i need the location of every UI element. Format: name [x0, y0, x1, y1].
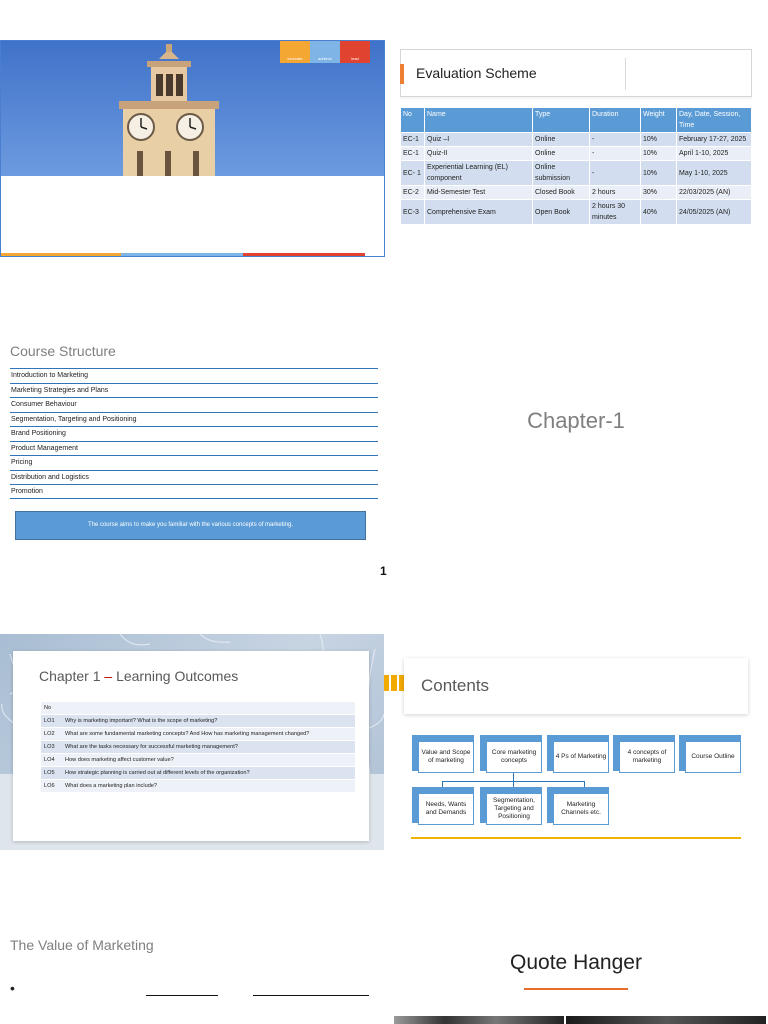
- tab-lead: lead: [340, 41, 370, 63]
- evaluation-table: [400, 107, 752, 225]
- course-aim-banner: The course aims to make you familiar with the various concepts of marketing.: [15, 511, 366, 540]
- connector-line: [513, 773, 514, 781]
- page-number: 1: [380, 564, 387, 578]
- cell-name: Quiz-II: [425, 147, 533, 161]
- header-date: Day, Date, Session, Time: [677, 108, 752, 133]
- cell-outcome: How strategic planning is carried out at different levels of the organization?: [62, 767, 355, 780]
- evaluation-slide: [400, 49, 752, 239]
- cell-weight: 40%: [641, 200, 677, 225]
- box-value-scope: Value and Scope of marketing: [418, 741, 474, 773]
- title-underline: [524, 988, 628, 990]
- course-structure-slide: [10, 340, 378, 545]
- cell-date: 24/05/2025 (AN): [677, 200, 752, 225]
- list-item: Marketing Strategies and Plans: [10, 383, 378, 398]
- cell-name: Quiz –I: [425, 133, 533, 147]
- accent-bar-orange: [1, 253, 121, 256]
- table-row: [41, 715, 355, 728]
- cell-no: LO2: [41, 728, 62, 741]
- header-weight: Weight: [641, 108, 677, 133]
- header-type: Type: [533, 108, 590, 133]
- cell-type: Closed Book: [533, 186, 590, 200]
- value-title: The Value of Marketing: [10, 937, 154, 953]
- cell-no: EC- 1: [401, 161, 425, 186]
- accent-bar-red: [243, 253, 365, 256]
- table-header-row: [41, 702, 355, 715]
- title-slide: [0, 40, 385, 257]
- cell-name: Mid-Semester Test: [425, 186, 533, 200]
- quote-photo-left: [394, 1016, 564, 1024]
- table-row: [401, 186, 752, 200]
- cell-outcome: What are some fundamental marketing concepts? And How has marketing management changed?: [62, 728, 355, 741]
- tagline-tabs: [280, 41, 370, 63]
- cell-duration: -: [590, 147, 641, 161]
- tab-achieve: achieve: [310, 41, 340, 63]
- cell-outcome: What are the tasks necessary for successful marketing management?: [62, 741, 355, 754]
- cell-no: LO1: [41, 715, 62, 728]
- title-chapter: Chapter 1: [39, 668, 101, 684]
- cell-date: February 17-27, 2025: [677, 133, 752, 147]
- box-core-concepts: Core marketing concepts: [486, 741, 542, 773]
- cell-name: Comprehensive Exam: [425, 200, 533, 225]
- cell-no: LO4: [41, 754, 62, 767]
- contents-accent-bars: [384, 675, 404, 691]
- cell-duration: 2 hours 30 minutes: [590, 200, 641, 225]
- chapter-title: Chapter-1: [527, 408, 625, 433]
- table-row: [41, 741, 355, 754]
- cell-type: Open Book: [533, 200, 590, 225]
- course-structure-title: Course Structure: [10, 343, 116, 359]
- contents-bottom-rule: [411, 837, 741, 839]
- cell-type: Online submission: [533, 161, 590, 186]
- cell-duration: -: [590, 161, 641, 186]
- cell-date: April 1-10, 2025: [677, 147, 752, 161]
- title-outcomes: Learning Outcomes: [116, 668, 239, 684]
- tab-innovate: innovate: [280, 41, 310, 63]
- learning-outcomes-card: [13, 651, 369, 841]
- table-row: [41, 767, 355, 780]
- quote-title: Quote Hanger: [510, 951, 642, 974]
- table-header-row: [401, 108, 752, 133]
- header-no: No: [401, 108, 425, 133]
- box-needs-wants: Needs, Wants and Demands: [418, 793, 474, 825]
- list-item: Brand Positioning: [10, 426, 378, 441]
- contents-header: [404, 658, 748, 714]
- list-item: Product Management: [10, 441, 378, 456]
- cell-no: EC-2: [401, 186, 425, 200]
- quote-photo-right: [566, 1016, 766, 1024]
- title-dash: –: [104, 668, 113, 684]
- header-no: No: [41, 702, 62, 715]
- bullet-point: •: [10, 980, 15, 996]
- fill-in-blank: [253, 995, 369, 996]
- cell-outcome: Why is marketing important? What is the scope of marketing?: [62, 715, 355, 728]
- box-4ps: 4 Ps of Marketing: [553, 741, 609, 773]
- cell-weight: 10%: [641, 147, 677, 161]
- box-stp: Segmentation, Targeting and Positioning: [486, 793, 542, 825]
- learning-outcomes-table: [41, 702, 355, 793]
- list-item: Distribution and Logistics: [10, 470, 378, 485]
- learning-outcomes-title: [39, 668, 238, 684]
- contents-title: Contents: [421, 676, 490, 695]
- list-item: Introduction to Marketing: [10, 368, 378, 383]
- learning-outcomes-slide: [0, 634, 384, 850]
- evaluation-title: Evaluation Scheme: [416, 65, 537, 81]
- header-divider: [625, 58, 626, 90]
- accent-bar-blue: [121, 253, 243, 256]
- cell-no: EC-1: [401, 147, 425, 161]
- cell-weight: 30%: [641, 186, 677, 200]
- list-item: Consumer Behaviour: [10, 397, 378, 412]
- table-row: [401, 133, 752, 147]
- table-row: [41, 754, 355, 767]
- table-row: [41, 780, 355, 793]
- list-item: Promotion: [10, 484, 378, 499]
- cell-type: Online: [533, 147, 590, 161]
- cell-no: LO3: [41, 741, 62, 754]
- cell-weight: 10%: [641, 133, 677, 147]
- table-row: [401, 161, 752, 186]
- header-name: Name: [425, 108, 533, 133]
- cell-no: EC-3: [401, 200, 425, 225]
- header-blank: [62, 702, 355, 715]
- cell-date: May 1-10, 2025: [677, 161, 752, 186]
- list-item: Pricing: [10, 455, 378, 470]
- cell-weight: 10%: [641, 161, 677, 186]
- table-row: [401, 200, 752, 225]
- cell-duration: -: [590, 133, 641, 147]
- table-row: [41, 728, 355, 741]
- header-accent: [400, 64, 404, 84]
- table-row: [401, 147, 752, 161]
- box-channels: Marketing Channels etc.: [553, 793, 609, 825]
- evaluation-header: [400, 49, 752, 97]
- cell-outcome: How does marketing affect customer value?: [62, 754, 355, 767]
- list-item: Segmentation, Targeting and Positioning: [10, 412, 378, 427]
- cell-type: Online: [533, 133, 590, 147]
- contents-slide: [384, 655, 752, 845]
- cell-no: EC-1: [401, 133, 425, 147]
- cell-outcome: What does a marketing plan include?: [62, 780, 355, 793]
- chapter-slide: [400, 395, 752, 455]
- fill-in-blank: [146, 995, 218, 996]
- header-duration: Duration: [590, 108, 641, 133]
- value-of-marketing-slide: [10, 930, 380, 1024]
- box-course-outline: Course Outline: [685, 741, 741, 773]
- cell-date: 22/03/2025 (AN): [677, 186, 752, 200]
- cell-no: LO5: [41, 767, 62, 780]
- cell-name: Experiential Learning (EL) component: [425, 161, 533, 186]
- quote-slide: [392, 950, 768, 1024]
- box-4-concepts: 4 concepts of marketing: [619, 741, 675, 773]
- cell-no: LO6: [41, 780, 62, 793]
- cell-duration: 2 hours: [590, 186, 641, 200]
- course-structure-list: [10, 368, 378, 499]
